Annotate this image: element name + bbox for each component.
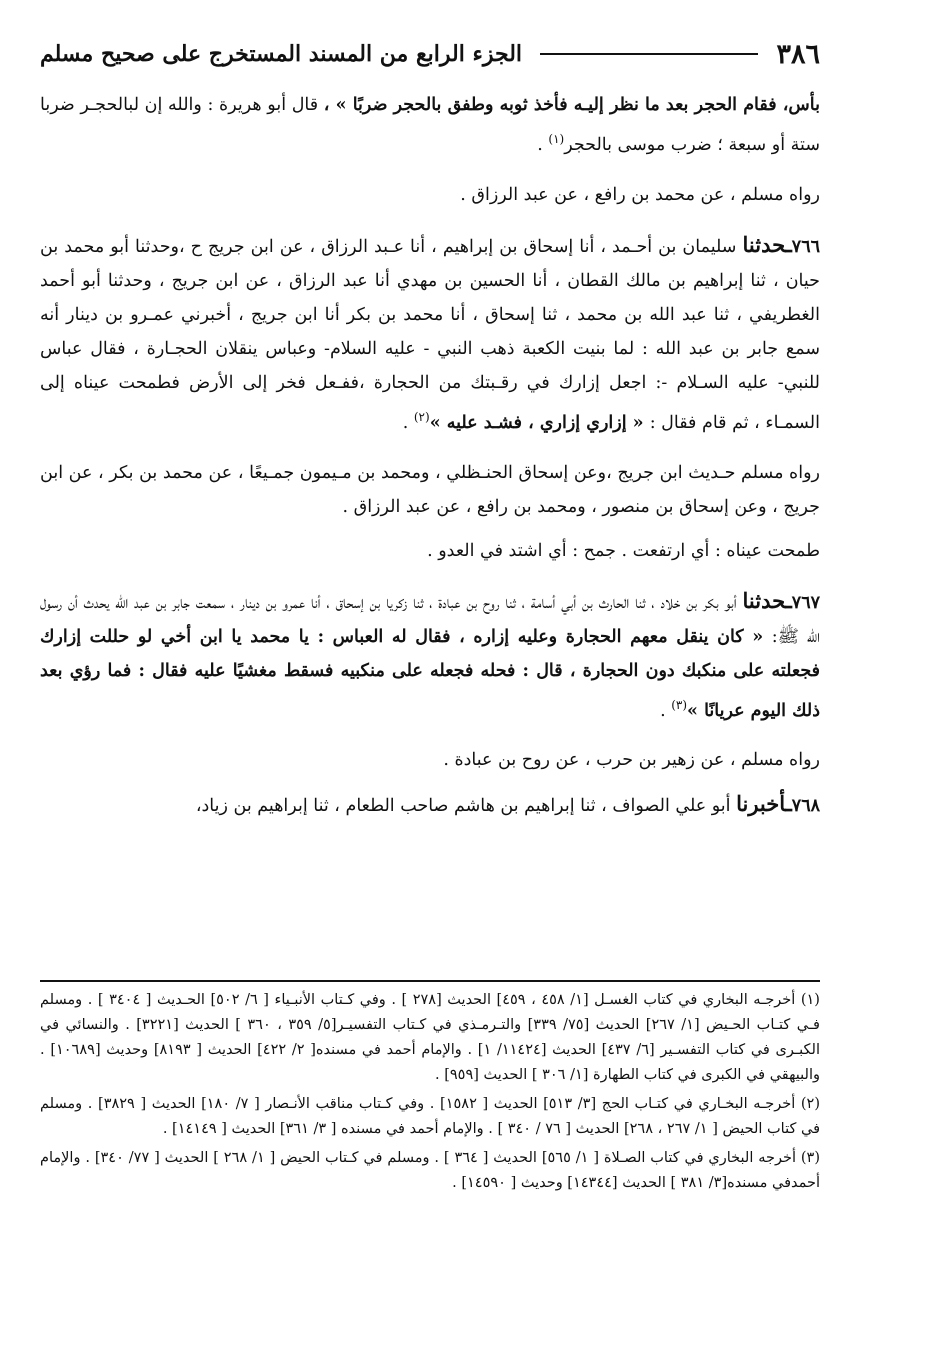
hadith-text: أبو علي الصواف ، ثنا إبراهيم بن هاشم صاحب الطعام ، ثنا إبراهيم بن زياد، <box>195 796 737 817</box>
footnote-separator <box>40 980 820 982</box>
narration-note: رواه مسلم ، عن محمد بن رافع ، عن عبد الرزاق . <box>460 184 820 205</box>
footnote-2 <box>40 1092 820 1142</box>
hadith-number: ٧٦٨ <box>791 796 820 817</box>
footnote-3 <box>40 1146 820 1196</box>
footnote-ref-2[interactable]: (٢) <box>413 409 430 424</box>
main-text <box>40 88 820 823</box>
hadith-number: ٧٦٦ <box>791 236 820 257</box>
hadith-opener: ـحدثنا <box>742 587 792 613</box>
quote-bold: « كان ينقل معهم الحجارة وعليه إزاره ، فقال له العباس : يا محمد يا ابن أخي لو حللت إزارك فجعلته على منكبك دون الحجارة ، قال : فحله فجعله على منكبيه فسقط مغشيًا عليه فقال : فما رؤي بعد ذلك اليوم عريانًا » <box>40 626 820 721</box>
hadith-text: سليمان بن أحـمد ، أنا إسحاق بن إبراهيم ، أنا عـبد الرزاق ، عن ابن جريج ح ،وحدثنا أبو محمد بن حيان ، ثنا إبراهيم بن مالك القطان ، أنا الحسين بن مهدي أنا عبد الرزاق ، عن ابن جريج ، وحدثنا أبو أحمد الغطريفي ، ثنا عبد الله بن محمد ، ثنا إسحاق ، أنا محمد بن بكر أنا ابن جريج ، أخبرني عمـرو بن دينار أنه سمع جابر بن عبد الله : لما بنيت الكعبة ذهب النبي - عليه السلام- وعباس ينقلان الحجـارة ، فقال عباس للنبي- عليه السـلام -: اجعل إزارك في رقـبتك من الحجارة ،ففـعل فخر إلى الأرض فطمحت عيناه إلى السمـاء ، ثم قام فقال : <box>40 236 820 433</box>
gloss-note: طمحت عيناه : أي ارتفعت . جمح : أي اشتد في العدو . <box>427 540 820 561</box>
footnote-text: أخرجـه البخـاري في كتـاب الحج [٣/ ٥١٣] الحديث [ ١٥٨٢] . وفي كـتاب مناقب الأنـصار [ ٧/ ١٨٠] الحديث [ ٣٨٢٩] . ومسلم في كتاب الحيض [ ١/ ٢٦٧ ، ٢٦٨] الحديث [ ٧٦ / ٣٤٠ ] . والإمام أحمد في مسنده [ ٣/ ٣٦١] الحديث [ ١٤١٤٩] . <box>40 1096 820 1137</box>
footnote-1 <box>40 988 820 1088</box>
hadith-opener: ـأخبرنا <box>736 791 792 817</box>
paragraph-text: قال أبو هريرة : والله إن لبالحجـر ضربا ستة أو سبعة ؛ ضرب موسى بالحجر <box>40 95 820 155</box>
footnote-text: أخرجـه البخاري في كتاب الغسـل [١/ ٤٥٨ ، ٤٥٩] الحديث [٢٧٨ ] . وفي كـتاب الأنبـياء [ ٦/ ٥٠٢] الحـديث [ ٣٤٠٤ ] . ومسلم فـي كتـاب الحـيض [١/ ٢٦٧] الحديث [٧٥/ ٣٣٩] والتـرمـذي في كـتاب التفسيـر[٥/ ٣٥٩ ، ٣٦٠ ] الحديث [٣٢٢١] . والنسائي في الكبـرى في كتاب التفسـير [٦/ ٤٣٧] الحديث [١١٤٢٤/ ١] . والإمام أحمد في مسنده[ ٢/ ٤٢٢] الحديث [ ٨١٩٣] وحديث [١٠٦٨٩] . والبيهقي في الكبرى في كتاب الطهارة [١/ ٣٠٦ ] الحديث [٩٥٩] . <box>40 992 820 1083</box>
footnote-ref-3[interactable]: (٣) <box>671 697 688 712</box>
page-header <box>40 30 820 78</box>
footnote-label: (٢) <box>800 1096 820 1112</box>
hadith-number: ٧٦٧ <box>791 592 820 613</box>
hadith-768 <box>40 787 820 823</box>
footnotes <box>40 988 820 1200</box>
header-rule <box>540 53 758 55</box>
hadith-766 <box>40 228 820 440</box>
footnote-text: أخرجه البخاري في كتاب الصـلاة [ ١/ ٥٦٥] الحديث [ ٣٦٤ ] . ومسلم في كـتاب الحيض [ ١/ ٢٦٨ ] الحديث [ ٧٧/ ٣٤٠] . والإمام أحمدفي مسنده[٣/ ٣٨١ ] الحديث [١٤٣٤٤] وحديث [ ١٤٥٩٠] . <box>40 1150 820 1191</box>
quote-bold: بأس، فقام الحجر بعد ما نظر إليـه فأخذ ثوبه وطفق بالحجر ضربًا » ، <box>323 95 820 115</box>
footnote-ref-1[interactable]: (١) <box>548 132 565 146</box>
footnote-label: (١) <box>800 992 820 1008</box>
hadith-text: أبو بكر بن خلاد ، ثنا الحارث بن أبي أسامة ، ثنا روح بن عبادة ، ثنا زكريا بن إسحاق ، أنا عمرو بن دينار ، سمعت جابر بن عبد الله يحدث أن رسول الله ﷺ: <box>40 592 820 647</box>
paragraph-continuation <box>40 88 820 162</box>
paragraph-end: . <box>402 412 414 433</box>
narration-note: رواه مسلم ، عن زهير بن حرب ، عن روح بن عبادة . <box>443 750 820 771</box>
page-number: ٣٨٦ <box>776 38 820 70</box>
paragraph-end: . <box>537 134 549 155</box>
hadith-opener: ـحدثنا <box>742 231 792 257</box>
running-title: الجزء الرابع من المسند المستخرج على صحيح مسلم <box>40 41 523 67</box>
book-page <box>40 30 820 1330</box>
narration-note: رواه مسلم حـديث ابن جريج ،وعن إسحاق الحنـظلي ، ومحمد بن مـيمون جمـيعًا ، عن محمد بن بكر ، عن ابن جريج ، وعن إسحاق بن منصور ، ومحمد بن رافع ، عن عبد الرزاق . <box>40 462 820 517</box>
hadith-767 <box>40 584 820 728</box>
quote-bold: « إزاري إزاري ، فشـد عليه » <box>429 412 650 433</box>
paragraph-end: . <box>660 700 672 721</box>
footnote-label: (٣) <box>800 1150 821 1166</box>
